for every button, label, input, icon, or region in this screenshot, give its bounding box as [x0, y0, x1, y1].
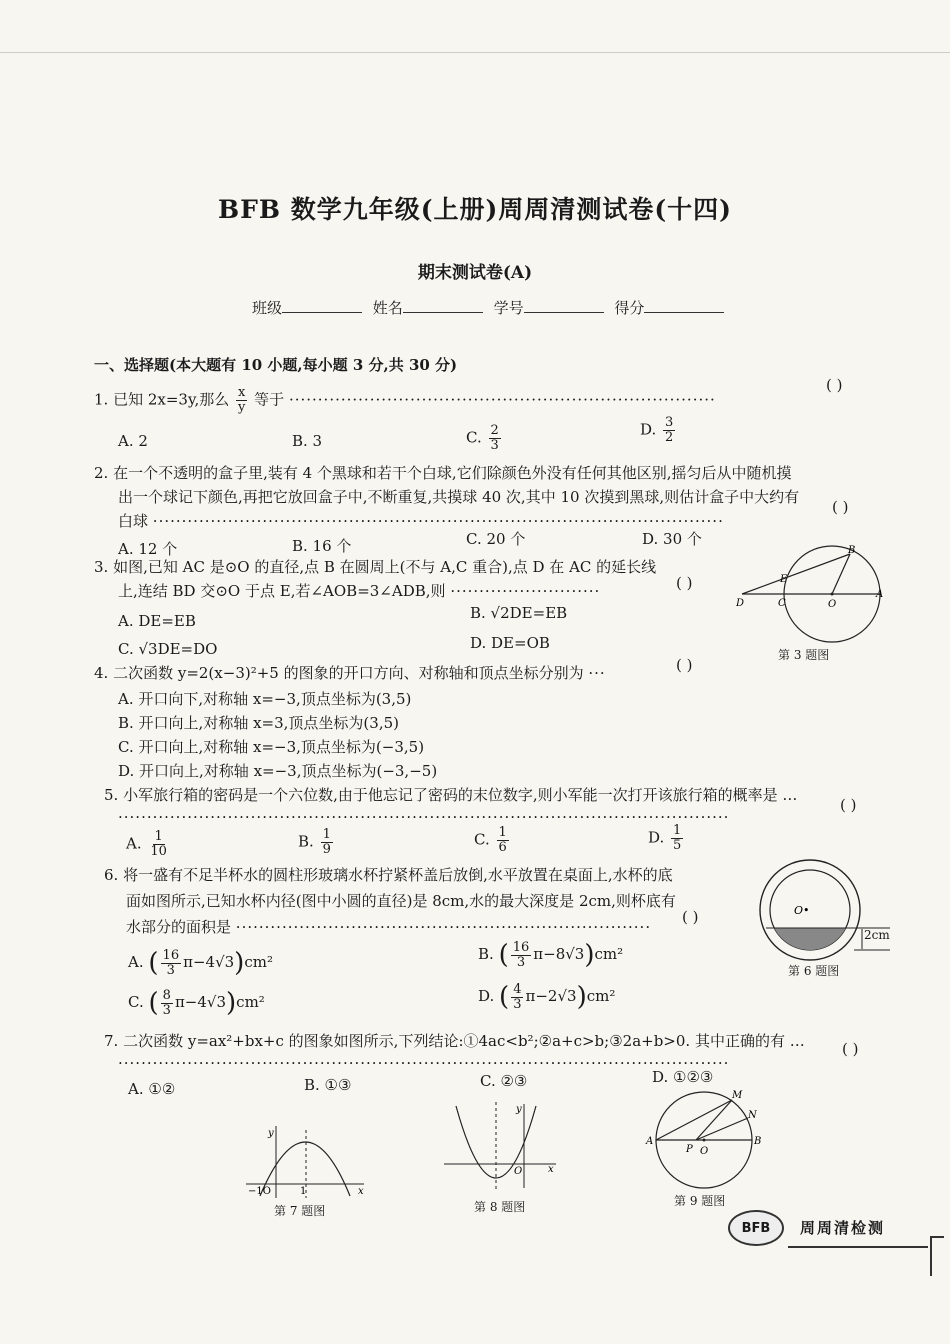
- q1-c-label: C.: [466, 428, 482, 447]
- q6-a-num: 16: [162, 947, 180, 963]
- field-name-blank[interactable]: [403, 299, 483, 313]
- q6-d-tail: π−2√3: [525, 987, 577, 1005]
- q1-leader-dots: ··········································································: [288, 390, 716, 409]
- q5-option-d[interactable]: [648, 824, 685, 853]
- section-heading: [94, 354, 457, 375]
- student-info-fields: [252, 297, 730, 318]
- q6-d-unit: cm²: [586, 987, 616, 1005]
- q6-line-1: 6. 将一盛有不足半杯水的圆柱形玻璃水杯拧紧杯盖后放倒,水平放置在桌面上,水杯的底: [104, 866, 673, 884]
- q5-d-den: 5: [673, 838, 682, 853]
- q6-c-label: C.: [128, 993, 144, 1011]
- q2-option-c[interactable]: C. 20 个: [466, 530, 526, 548]
- q2-line-3: [118, 510, 724, 531]
- q4-answer-paren[interactable]: ( ): [676, 656, 693, 674]
- q5-c-label: C.: [474, 830, 490, 849]
- q9-label-o: O: [700, 1146, 709, 1157]
- q6-caption: 第 6 题图: [788, 964, 840, 978]
- q3-caption: 第 3 题图: [778, 648, 830, 662]
- q1-answer-paren[interactable]: ( ): [826, 376, 843, 394]
- q5-d-num: 1: [673, 823, 682, 838]
- q3-label-e: E: [780, 574, 788, 585]
- q6-b-label: B.: [478, 945, 494, 963]
- q5-b-num: 1: [322, 827, 331, 842]
- q6-b-tail: π−8√3: [533, 945, 585, 963]
- q2-option-b[interactable]: B. 16 个: [292, 537, 352, 555]
- scan-edge-line: [0, 52, 950, 53]
- q6-depth-label: 2cm: [864, 928, 890, 942]
- q9-segment-pn: [696, 1118, 748, 1140]
- q9-label-b: B: [754, 1136, 762, 1147]
- q6-option-d[interactable]: D. ( $\frac{4}{3}$ π−2√3)cm²: [478, 981, 616, 1012]
- q7-option-d[interactable]: D. ①②③: [652, 1068, 714, 1086]
- q6-option-c[interactable]: C. ( $\frac{8}{3}$ π−4√3)cm²: [128, 987, 265, 1018]
- q1-option-b[interactable]: B. 3: [292, 432, 323, 450]
- q7-leader-line: [118, 1054, 729, 1072]
- q4-line-1: [94, 662, 606, 683]
- q3-option-d[interactable]: D. DE=OB: [470, 634, 550, 652]
- q2-line-2: 出一个球记下颜色,再把它放回盒子中,不断重复,共摸球 40 次,其中 10 次摸到黑球,则估计盒子中大约有: [118, 488, 800, 506]
- q9-label-n: N: [748, 1110, 757, 1121]
- q6-a-unit: cm²: [244, 953, 273, 971]
- q5-option-c[interactable]: [474, 826, 511, 855]
- q6-line-3-text: 水部分的面积是: [126, 918, 232, 936]
- q4-option-d[interactable]: D. 开口向上,对称轴 x=−3,顶点坐标为(−3,−5): [118, 762, 438, 780]
- q7-caption: 第 7 题图: [274, 1204, 326, 1218]
- q9-center-dot: [703, 1139, 706, 1142]
- q1-d-label: D.: [640, 420, 657, 439]
- q9-label-a: A: [646, 1136, 654, 1147]
- q6-a-label: A.: [128, 953, 144, 971]
- q8-figure: [440, 1100, 560, 1192]
- q5-a-num: 1: [154, 829, 163, 844]
- q6-figure: [758, 856, 898, 962]
- q5-a-label: A.: [126, 834, 142, 853]
- q7-figure: [240, 1122, 370, 1202]
- q2-option-d[interactable]: D. 30 个: [642, 530, 702, 548]
- q6-water-region: [758, 928, 868, 958]
- q6-a-tail: π−4√3: [183, 953, 235, 971]
- q1-stem-a: 1. 已知 2x=3y,那么: [94, 390, 230, 409]
- q1-frac-num: x: [238, 385, 246, 400]
- q1-fraction: [236, 386, 247, 415]
- q1-option-a[interactable]: A. 2: [118, 432, 148, 450]
- q3-line-db: [742, 554, 850, 594]
- q1-option-d[interactable]: [640, 416, 677, 445]
- q4-option-c[interactable]: C. 开口向上,对称轴 x=−3,顶点坐标为(−3,5): [118, 738, 425, 756]
- q9-caption: 第 9 题图: [674, 1194, 726, 1208]
- q1-c-num: 2: [490, 423, 499, 438]
- q8-label-y: y: [516, 1104, 522, 1115]
- q3-answer-paren[interactable]: ( ): [676, 574, 693, 592]
- q3-line-2: [118, 580, 600, 601]
- q1-d-num: 3: [665, 415, 674, 430]
- field-class-blank[interactable]: [282, 299, 362, 313]
- q5-leader-dots: ··········································································································: [118, 808, 730, 826]
- q6-b-unit: cm²: [594, 945, 624, 963]
- page-corner-mark: [930, 1236, 944, 1276]
- q6-leader-dots: ········································································: [235, 918, 652, 936]
- q3-label-c: C: [778, 598, 786, 609]
- q7-answer-paren[interactable]: ( ): [842, 1040, 859, 1058]
- q3-option-b[interactable]: B. √2DE=EB: [470, 604, 568, 622]
- section-heading-text: 一、选择题(本大题有 10 小题,每小题 3 分,共 30 分): [94, 356, 458, 374]
- q5-d-label: D.: [648, 828, 665, 847]
- q1-stem-b: 等于: [254, 390, 285, 409]
- q7-label-y: y: [268, 1128, 274, 1139]
- q1-frac-den: y: [238, 400, 246, 415]
- q5-b-label: B.: [298, 832, 314, 851]
- q6-label-o: O•: [794, 904, 810, 917]
- q7-label-one: 1: [300, 1186, 307, 1197]
- q6-line-3: [126, 916, 651, 937]
- question-1-stem: [94, 386, 716, 415]
- q3-line-2-text: 上,连结 BD 交⊙O 于点 E,若∠AOB=3∠ADB,则: [118, 582, 446, 600]
- q9-label-p: P: [686, 1144, 693, 1155]
- q5-option-b[interactable]: [298, 828, 335, 857]
- q6-option-b[interactable]: B. ( $\frac{16}{3}$ π−8√3)cm²: [478, 939, 624, 970]
- q6-c-den: 3: [162, 1002, 171, 1018]
- q2-option-a[interactable]: A. 12 个: [118, 540, 178, 558]
- q5-c-num: 1: [498, 825, 507, 840]
- q8-caption: 第 8 题图: [474, 1200, 526, 1214]
- q6-answer-paren[interactable]: ( ): [682, 908, 699, 926]
- q6-b-den: 3: [516, 954, 526, 970]
- q6-c-num: 8: [162, 987, 171, 1003]
- bfb-logo-badge: BFB: [728, 1210, 784, 1246]
- q7-label-minus-one-o: −1O: [248, 1186, 271, 1197]
- q3-label-d: D: [736, 598, 745, 609]
- field-id-blank[interactable]: [524, 299, 604, 313]
- q5-c-den: 6: [498, 840, 507, 855]
- q5-line-1: 5. 小军旅行箱的密码是一个六位数,由于他忘记了密码的末位数字,则小军能一次打开该旅行箱的概率是 …: [104, 786, 798, 804]
- q7-leader-dots: ··········································································································: [118, 1054, 730, 1072]
- q2-answer-paren[interactable]: ( ): [832, 498, 849, 516]
- q9-label-m: M: [732, 1090, 743, 1101]
- q6-option-a[interactable]: A. ( $\frac{16}{3}$ π−4√3)cm²: [128, 947, 273, 978]
- q9-segment-pm: [696, 1100, 732, 1140]
- footer-underline: [788, 1246, 928, 1248]
- field-score-label: 得分: [614, 299, 645, 317]
- q6-line-2: 面如图所示,已知水杯内径(图中小圆的直径)是 8cm,水的最大深度是 2cm,则杯底有: [126, 892, 676, 910]
- field-score-blank[interactable]: [644, 299, 724, 313]
- q3-option-a[interactable]: A. DE=EB: [118, 612, 196, 630]
- field-name-label: 姓名: [372, 299, 403, 317]
- q3-label-o: O: [828, 599, 837, 610]
- q7-label-x: x: [358, 1186, 364, 1197]
- q3-leader-dots: ··························: [450, 582, 601, 600]
- q5-option-a[interactable]: [126, 830, 171, 859]
- q7-option-b[interactable]: B. ①③: [304, 1076, 352, 1094]
- q7-option-a[interactable]: A. ①②: [128, 1080, 176, 1098]
- q3-center-dot: [831, 593, 834, 596]
- q3-label-b: B: [848, 545, 856, 556]
- q1-d-den: 2: [665, 430, 674, 445]
- page-title: BFB 数学九年级(上册)周周清测试卷(十四): [217, 195, 733, 224]
- field-id-label: 学号: [493, 299, 524, 317]
- q2-line-3-text: 白球: [118, 512, 149, 530]
- q6-b-num: 16: [512, 939, 530, 955]
- q4-leader-dots: ···: [588, 664, 606, 682]
- q9-figure: [640, 1086, 780, 1190]
- q4-option-b[interactable]: B. 开口向上,对称轴 x=3,顶点坐标为(3,5): [118, 714, 399, 732]
- q5-a-den: 10: [150, 844, 167, 859]
- q4-option-a[interactable]: A. 开口向下,对称轴 x=−3,顶点坐标为(3,5): [118, 690, 412, 708]
- q6-c-unit: cm²: [236, 993, 265, 1011]
- q3-label-a: A: [876, 589, 884, 600]
- q6-d-den: 3: [513, 996, 522, 1012]
- q7-line-1: 7. 二次函数 y=ax²+bx+c 的图象如图所示,下列结论:①4ac<b²;②a+c>b;③2a+b>0. 其中正确的有 …: [104, 1032, 805, 1050]
- q6-d-num: 4: [513, 981, 522, 997]
- q5-b-den: 9: [322, 842, 331, 857]
- q3-figure: [736, 544, 886, 644]
- q7-option-c[interactable]: C. ②③: [480, 1072, 528, 1090]
- q9-chord-am: [656, 1100, 732, 1140]
- q2-leader-dots: ···································································································: [152, 512, 724, 530]
- field-class-label: 班级: [252, 299, 283, 317]
- page-subtitle: 期末测试卷(A): [417, 263, 533, 283]
- q4-line-1-text: 4. 二次函数 y=2(x−3)²+5 的图象的开口方向、对称轴和顶点坐标分别为: [94, 664, 584, 682]
- q8-label-x: x: [548, 1164, 554, 1175]
- q5-answer-paren[interactable]: ( ): [840, 796, 857, 814]
- q3-line-1: 3. 如图,已知 AC 是⊙O 的直径,点 B 在圆周上(不与 A,C 重合),点 D 在 AC 的延长线: [94, 558, 657, 576]
- q3-option-c[interactable]: C. √3DE=DO: [118, 640, 218, 658]
- footer-label: 周周清检测: [800, 1219, 886, 1237]
- q1-c-den: 3: [490, 438, 499, 453]
- q6-d-label: D.: [478, 987, 495, 1005]
- q6-c-tail: π−4√3: [174, 993, 227, 1011]
- q1-option-c[interactable]: [466, 424, 503, 453]
- q5-leader-line: [118, 808, 729, 826]
- q2-line-1: 2. 在一个不透明的盒子里,装有 4 个黑球和若干个白球,它们除颜色外没有任何其他区别,摇匀后从中随机摸: [94, 464, 792, 482]
- q8-label-o: O: [514, 1166, 523, 1177]
- q6-a-den: 3: [166, 962, 175, 978]
